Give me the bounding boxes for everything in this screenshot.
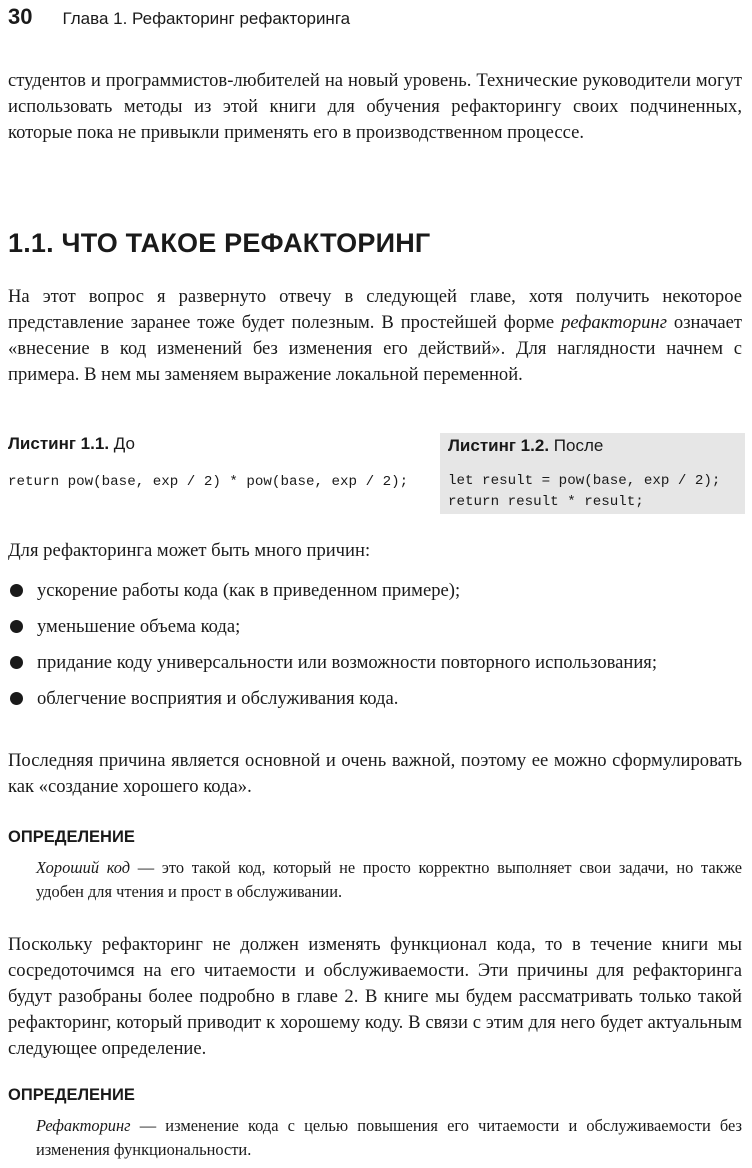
definition-1-text bbox=[36, 856, 742, 904]
bullet-icon bbox=[10, 692, 23, 705]
definition-2-term: Рефакторинг bbox=[36, 1116, 131, 1135]
listing-before-code: return pow(base, exp / 2) * pow(base, exp / 2); bbox=[8, 474, 409, 490]
list-item bbox=[8, 686, 742, 712]
page-number: 30 bbox=[8, 4, 33, 29]
list-item-text: придание коду универсальности или возможности повторного использования; bbox=[37, 652, 658, 673]
list-item-text: уменьшение объема кода; bbox=[37, 616, 241, 637]
section-heading: 1.1. ЧТО ТАКОЕ РЕФАКТОРИНГ bbox=[8, 228, 431, 258]
listing-after-title bbox=[448, 436, 603, 456]
list-item-text: облегчение восприятия и обслуживания кода. bbox=[37, 688, 399, 709]
definition-1-body: — это такой код, который не просто корректно выполняет свои задачи, но также удобен для чтения и прост в обслуживании. bbox=[36, 858, 742, 901]
listing-after-caption: После bbox=[553, 436, 604, 455]
list-item bbox=[8, 650, 742, 676]
definition-2-text bbox=[36, 1114, 742, 1162]
reasons-intro: Для рефакторинга может быть много причин: bbox=[8, 540, 371, 561]
listing-after-label: Листинг 1.2. bbox=[448, 436, 550, 455]
section-paragraph-before: На этот вопрос я развернуто отвечу в следующей главе, хотя получить некоторое представление заранее тоже будет полезным. В простейшей форме bbox=[8, 286, 742, 333]
bullet-icon bbox=[10, 656, 23, 669]
section-paragraph bbox=[8, 284, 742, 388]
definition-1-term: Хороший код bbox=[36, 858, 131, 877]
bullet-icon bbox=[10, 584, 23, 597]
list-item bbox=[8, 578, 742, 604]
listing-before bbox=[8, 434, 438, 490]
section-paragraph-after: означает «внесение в код изменений без изменения его действий». Для наглядности начнем с примера. В нем мы заменяем выражение локальной переменной. bbox=[8, 312, 742, 385]
running-head: Глава 1. Рефакторинг рефакторинга bbox=[62, 9, 351, 28]
bullet-icon bbox=[10, 620, 23, 633]
listing-before-label: Листинг 1.1. bbox=[8, 434, 110, 453]
definition-1-title: ОПРЕДЕЛЕНИЕ bbox=[8, 828, 135, 846]
main-reason-paragraph: Последняя причина является основной и очень важной, поэтому ее можно сформулировать как «создание хорошего кода». bbox=[8, 750, 742, 797]
definition-2-body: — изменение кода с целью повышения его читаемости и обслуживаемости без изменения функциональности. bbox=[36, 1116, 742, 1159]
page-header bbox=[8, 4, 350, 32]
term-refactoring: рефакторинг bbox=[561, 312, 667, 333]
listing-after-code: let result = pow(base, exp / 2); return result * result; bbox=[448, 473, 721, 510]
intro-paragraph: студентов и программистов-любителей на новый уровень. Технические руководители могут использовать методы из этой книги для обучения рефакторингу своих подчиненных, которые пока не привыкли применять его в производственном процессе. bbox=[8, 70, 742, 143]
listing-after bbox=[440, 433, 745, 514]
list-item bbox=[8, 614, 742, 640]
list-item-text: ускорение работы кода (как в приведенном примере); bbox=[37, 580, 461, 601]
listing-before-title bbox=[8, 434, 438, 454]
reasons-list bbox=[8, 578, 742, 712]
listing-before-caption: До bbox=[113, 434, 135, 453]
definition-2-title: ОПРЕДЕЛЕНИЕ bbox=[8, 1086, 135, 1104]
focus-paragraph: Поскольку рефакторинг не должен изменять функционал кода, то в течение книги мы сосредоточимся на его читаемости и обслуживаемости. Эти причины для рефакторинга будут разобраны более подробно в главе 2. В книге мы будем рассматривать только такой рефакторинг, который приводит к хорошему коду. В связи с этим для него будет актуальным следующее определение. bbox=[8, 934, 742, 1059]
